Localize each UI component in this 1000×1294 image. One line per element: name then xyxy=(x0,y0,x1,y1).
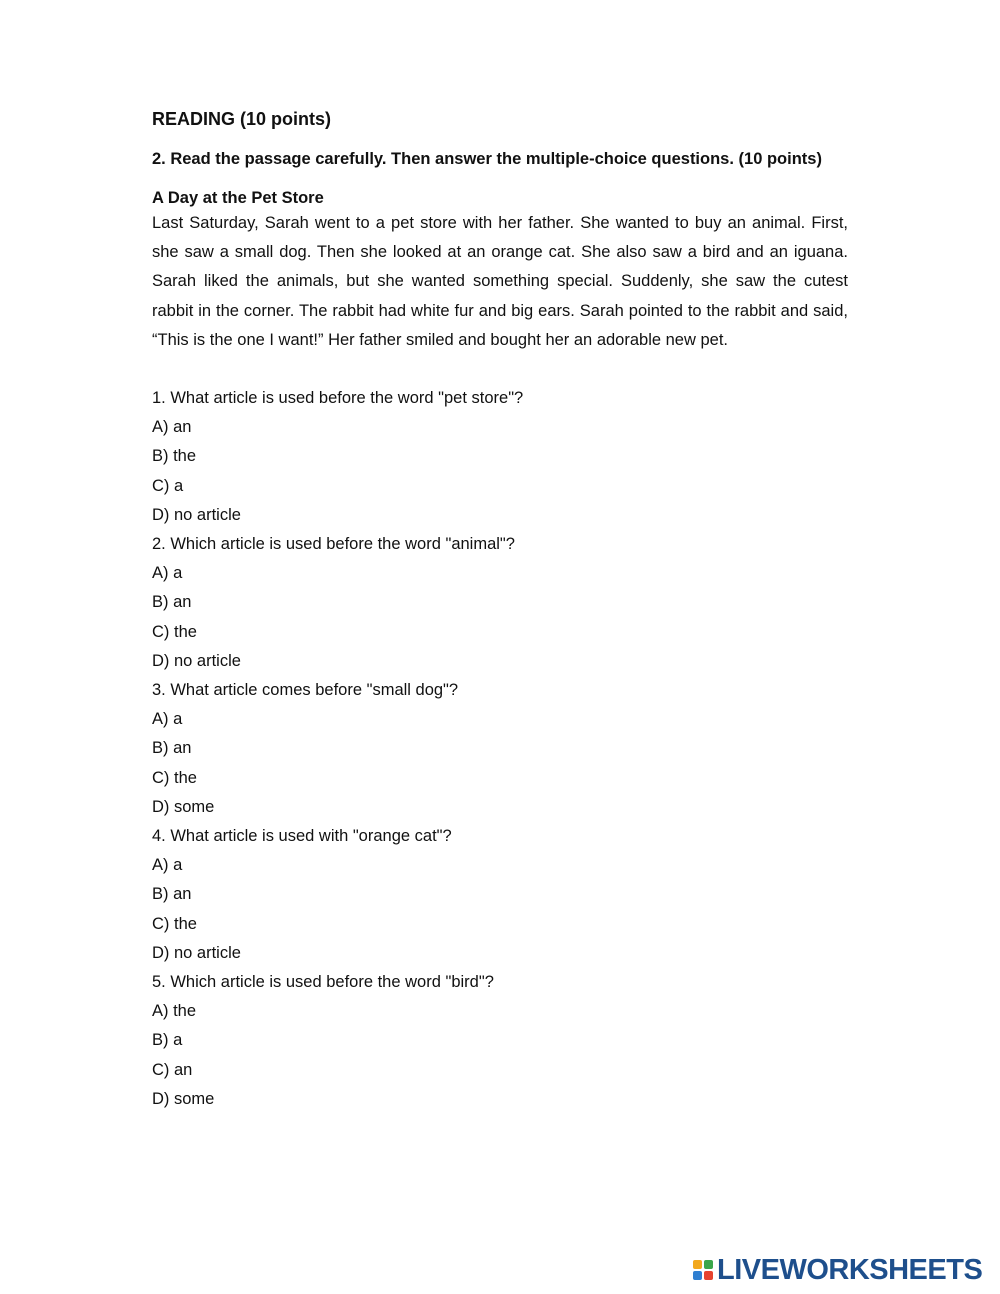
answer-option[interactable]: C) the xyxy=(152,914,197,933)
logo-mark-icon xyxy=(693,1260,713,1280)
question-text: 4. What article is used with "orange cat"? xyxy=(152,827,452,846)
answer-option[interactable]: D) some xyxy=(152,1089,215,1108)
question-item xyxy=(152,676,848,822)
answer-option[interactable]: B) an xyxy=(152,593,192,612)
question-item xyxy=(152,822,848,968)
answer-option[interactable]: B) an xyxy=(152,885,192,904)
answer-option[interactable]: D) no article xyxy=(152,651,241,670)
question-item xyxy=(152,968,848,1114)
section-title: READING (10 points) xyxy=(152,109,332,129)
question-text: 5. Which article is used before the word "bird"? xyxy=(152,973,494,992)
passage-title: A Day at the Pet Store xyxy=(152,189,324,207)
answer-option[interactable]: A) a xyxy=(152,856,183,875)
questions-list xyxy=(152,384,848,1114)
answer-option[interactable]: A) a xyxy=(152,564,183,583)
answer-option[interactable]: A) the xyxy=(152,1002,197,1021)
logo-square-l xyxy=(693,1260,702,1269)
question-text: 1. What article is used before the word "pet store"? xyxy=(152,389,524,408)
worksheet-page xyxy=(152,108,848,1114)
question-text: 3. What article comes before "small dog"? xyxy=(152,681,459,700)
answer-option[interactable]: B) an xyxy=(152,739,192,758)
answer-option[interactable]: D) no article xyxy=(152,505,241,524)
question-text: 2. Which article is used before the word "animal"? xyxy=(152,535,515,554)
answer-option[interactable]: C) an xyxy=(152,1060,193,1079)
question-item xyxy=(152,384,848,530)
answer-option[interactable]: D) some xyxy=(152,797,215,816)
logo-square-i xyxy=(704,1260,713,1269)
answer-option[interactable]: B) a xyxy=(152,1031,183,1050)
answer-option[interactable]: C) a xyxy=(152,476,184,495)
answer-option[interactable]: D) no article xyxy=(152,943,241,962)
logo-square-v xyxy=(693,1271,702,1280)
answer-option[interactable]: C) the xyxy=(152,622,197,641)
logo-square-e xyxy=(704,1271,713,1280)
question-item xyxy=(152,530,848,676)
answer-option[interactable]: A) an xyxy=(152,418,192,437)
liveworksheets-logo xyxy=(693,1255,982,1285)
logo-text: LIVEWORKSHEETS xyxy=(717,1254,983,1286)
passage-text: Last Saturday, Sarah went to a pet store with her father. She wanted to buy an animal. First, she saw a small dog. Then she looked at an orange cat. She also saw a bird and an iguana. Sarah liked the animals, but she wanted something special. Suddenly, she saw the cutest rabbit in the corner. The rabbit had white fur and big ears. Sarah pointed to the rabbit and said, “This is the one I want!” Her father smiled and bought her an adorable new pet. xyxy=(152,214,848,349)
answer-option[interactable]: C) the xyxy=(152,768,197,787)
answer-option[interactable]: B) the xyxy=(152,447,197,466)
answer-option[interactable]: A) a xyxy=(152,710,183,729)
instruction-text: 2. Read the passage carefully. Then answer the multiple-choice questions. (10 points) xyxy=(152,150,822,168)
